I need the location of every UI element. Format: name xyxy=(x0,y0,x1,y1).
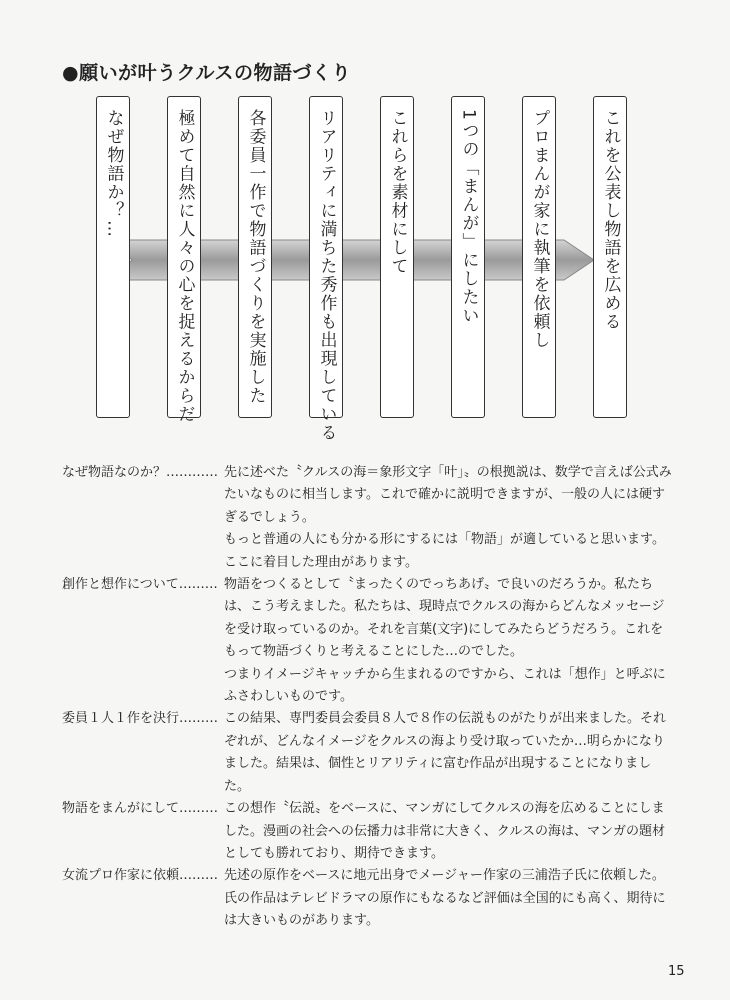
entry-description xyxy=(224,798,674,865)
flow-box: これらを素材にして xyxy=(380,96,414,418)
flow-box: プロまんが家に執筆を依頼し xyxy=(522,96,556,418)
section-title: ●願いが叶うクルスの物語づくり xyxy=(62,62,351,84)
flow-box: 極めて自然に人々の心を捉えるからだ xyxy=(167,96,201,418)
entry xyxy=(62,574,674,708)
paragraph: 先に述べた〝クルスの海＝象形文字「叶」〟の根拠説は、数学で言えば公式みたいなものに相当します。これで確かに説明できますが、一般の人には硬すぎるでしょう。 xyxy=(224,465,672,525)
entry-term: なぜ物語なのか？………… xyxy=(62,465,219,480)
entry xyxy=(62,798,674,865)
flow-box: 1つの「まんが」にしたい xyxy=(451,96,485,418)
entry-description xyxy=(224,708,674,798)
paragraph: 先述の原作をベースに地元出身でメージャー作家の三浦浩子氏に依頼した。氏の作品はテレビドラマの原作にもなるなど評価は全国的にも高く、期待には大きいものがあります。 xyxy=(224,868,666,929)
entry-description xyxy=(224,865,674,932)
body-text xyxy=(62,462,674,933)
paragraph: つまりイメージキャッチから生まれるのですから、これは「想作」と呼ぶにふさわしいものです。 xyxy=(224,666,666,705)
entry-term: 女流プロ作家に依頼……… xyxy=(62,868,219,884)
paragraph: この結果、専門委員会委員８人で８作の伝説ものがたりが出来ました。それぞれが、どんなイメージをクルスの海より受け取っていたか…明らかになりました。結果は、個性とリアリティに富む作品が出現することになりました。 xyxy=(224,711,667,794)
flow-diagram xyxy=(0,0,730,442)
flow-box: なぜ物語か？… xyxy=(96,96,130,418)
entry-description xyxy=(224,574,674,708)
entry-description xyxy=(224,462,674,574)
paragraph: 物語をつくるとして〝まったくのでっちあげ〟で良いのだろうか。私たちは、こう考えました。私たちは、現時点でクルスの海からどんなメッセージを受け取っているのか。それを言葉(文字)にしてみたらどうだろう。これをもって物語づくりと考えることにした…のでした。 xyxy=(224,577,665,660)
entry-term: 創作と想作について……… xyxy=(62,577,218,593)
paragraph: もっと普通の人にも分かる形にするには「物語」が適していると思います。ここに着目した理由があります。 xyxy=(224,532,665,570)
entry xyxy=(62,462,674,574)
entry-term: 委員１人１作を決行……… xyxy=(62,711,219,727)
entry xyxy=(62,865,674,932)
page-number: 15 xyxy=(668,964,685,979)
flow-box: 各委員一作で物語づくりを実施した xyxy=(238,96,272,418)
paragraph: この想作〝伝説〟をベースに、マンガにしてクルスの海を広めることにしました。漫画の社会への伝播力は非常に大きく、クルスの海は、マンガの題材としても勝れており、期待できます。 xyxy=(224,801,665,861)
flow-box: リアリティに満ちた秀作も出現している xyxy=(309,96,343,418)
entry xyxy=(62,708,674,798)
entry-term: 物語をまんがにして……… xyxy=(62,801,219,817)
flow-box: これを公表し物語を広める xyxy=(593,96,627,418)
